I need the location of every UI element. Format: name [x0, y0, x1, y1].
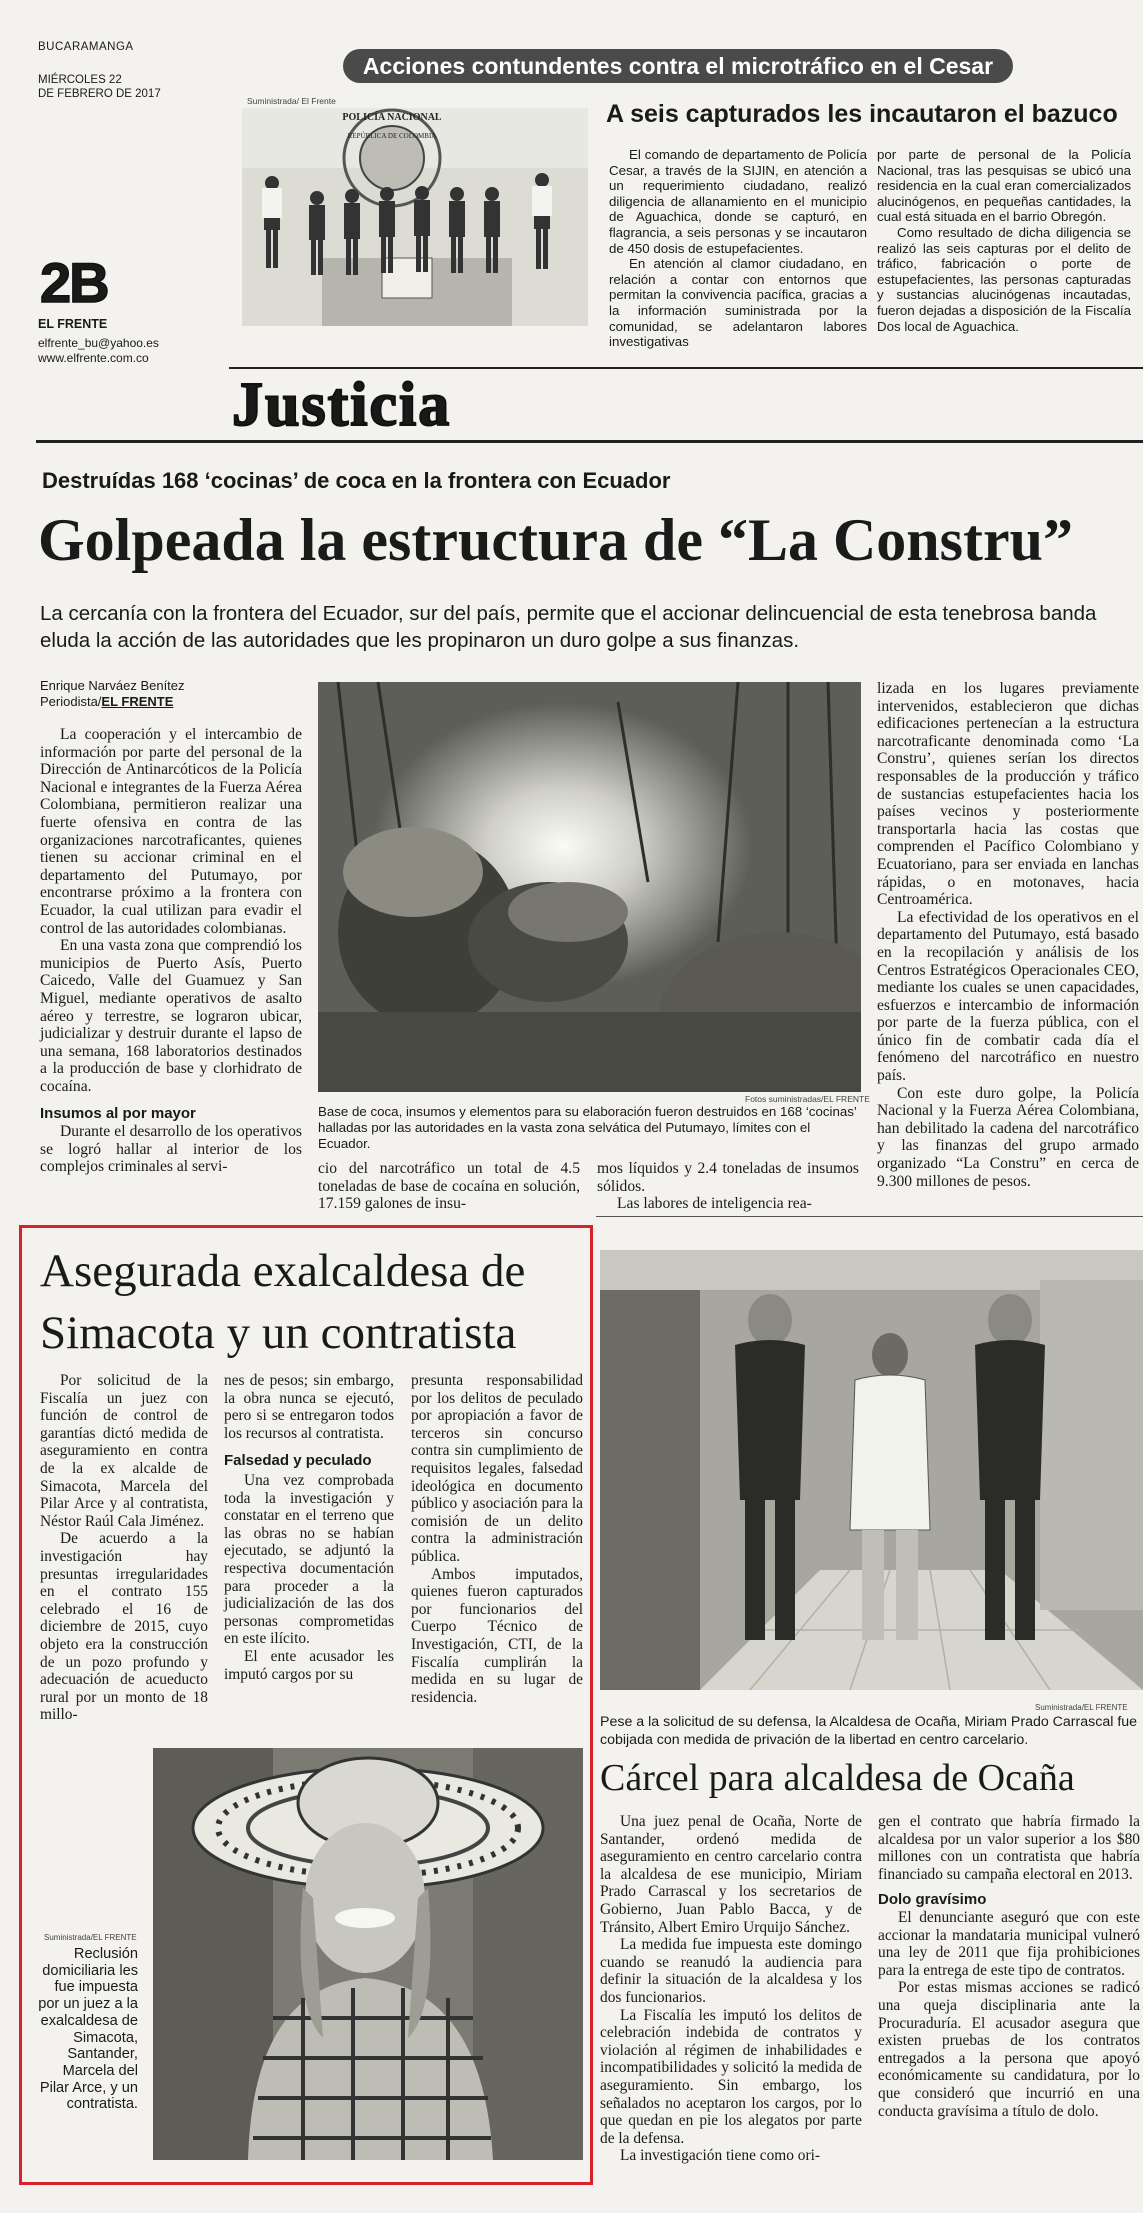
paper-email: elfrente_bu@yahoo.es [38, 336, 159, 350]
main-col1-p3: Durante el desarrollo de los operativos se logró hallar al interior de los complejos criminales al servi- [40, 1123, 302, 1176]
boxed-col2 [224, 1372, 394, 1683]
main-col4-p1: lizada en los lugares previamente intervenidos, establecieron que dichas edificaciones pertenecían a la estructura narcotraficante denominada como ‘La Constru’, quienes serían los directos responsables de la producción y tráfico de sustancias estupefacientes hacia los países vecinos y posteriormente transportarla hacia las costas que comprenden el Pacífico Colombiano y Ecuatoriano, para ser enviada en lanchas rápidas, o en motonaves, hacia Centroamérica. [877, 680, 1139, 909]
boxed-col3-p2: Ambos imputados, quienes fueron capturados por funcionarios del Cuerpo Técnico de Investigación, CTI, de la Fiscalía cumplirán la medida en su lugar de residencia. [411, 1565, 583, 1706]
boxed-subhead: Falsedad y peculado [224, 1452, 372, 1470]
main-kicker: Destruídas 168 ‘cocinas’ de coca en la frontera con Ecuador [42, 468, 671, 493]
main-col4-p3: Con este duro golpe, la Policía Nacional y la Fuerza Aérea Colombiana, han debilitado la cadena del narcotráfico y las finanzas del grupo armado organizado “La Constru” en cerca de 9.300 millones de pesos. [877, 1084, 1139, 1190]
section-divider [36, 440, 1143, 443]
top-story-col2-p1: por parte de personal de la Policía Nacional, tras las pesquisas se ubicó una residencia en la cual eran comercializados alucinógenos, en pequeñas cantidades, la cual está situada en el barrio Obregón. [877, 147, 1131, 225]
top-story-col1 [609, 147, 867, 350]
top-story-col2-p2: Como resultado de dicha diligencia se realizó las seis capturas por el delito de tráfico, fabricación o porte de estupefacientes, las personas capturadas y sustancias alucinógenas incautadas, fueron dejadas a disposición de la Fiscalía Dos local de Aguachica. [877, 224, 1131, 334]
top-story-banner-text: Acciones contundentes contra el microtráfico en el Cesar [362, 52, 994, 79]
section-title: Justicia [232, 371, 452, 439]
main-photo-credit: Fotos suministradas/EL FRENTE [745, 1094, 870, 1104]
top-story-photo [242, 108, 588, 326]
page-number: 2B [40, 251, 108, 314]
boxed-col3-p1: presunta responsabilidad por los delitos de peculado por apropiación a favor de terceros sin concurso contra sin cumplimiento de requisitos legales, falsedad ideológica en documento público y asociación para la comisión de un delito contra la administración pública. [411, 1372, 583, 1565]
boxed-col2-p1: nes de pesos; sin embargo, la obra nunca se ejecutó, pero si se entregaron todos los recursos al contratista. [224, 1372, 394, 1442]
boxed-col1-p1: Por solicitud de la Fiscalía un juez con función de control de garantías dictó medida de aseguramiento en contra de la ex alcalde de Simacota, Marcela del Pilar Arce y al contratista, Néstor Raúl Cala Jiménez. [40, 1372, 208, 1530]
main-deck: La cercanía con la frontera del Ecuador, sur del país, permite que el accionar delincuencial de esta tenebrosa banda eluda la acción de las autoridades que les propinaron un duro golpe a sus finanzas. [40, 602, 1097, 652]
main-photo-caption: Base de coca, insumos y elementos para su elaboración fueron destruidos en 168 ‘cocinas’ halladas por las autoridades en la vasta zona selvática del Putumayo, límites con el Ecuador. [318, 1104, 857, 1151]
ocana-col1-p3: La Fiscalía les imputó los delitos de celebración indebida de contratos y violación al régimen de inhabilidades e incompatibilidades y solicitó la medida de aseguramiento. Sin embargo, los señalados no aceptaron los cargos, por lo que quedan en pie los alegatos por parte de la defensa. [600, 2006, 862, 2147]
main-col3 [597, 1160, 859, 1213]
main-col1-p2: En una vasta zona que comprendió los municipios de Puerto Asís, Puerto Caicedo, Valle del Guamuez y San Miguel, mediante operativos de asalto aéreo y terrestre, se lograron ubicar, judicializar y destruir durante el lapso de una semana, 168 laboratorios destinados a la producción de base y clorhidrato de cocaína. [40, 937, 302, 1095]
ocana-col1-p4: La investigación tiene como ori- [620, 2147, 821, 2165]
boxed-col3 [411, 1372, 583, 1706]
main-byline-paper: EL FRENTE [101, 694, 174, 709]
photo-sign-ring: REPÚBLICA DE COLOMBIA [347, 132, 437, 140]
main-col4-p2: La efectividad de los operativos en el departamento del Putumayo, está basado en la recopilación y análisis de los Centros Estratégicos Operacionales CEO, mediante los cuales se unen capacidades, esfuerzos e intercambio de información por parte de la fuerza pública, con el único fin de combatir cada día el fenómeno del narcotráfico en nuestro país. [877, 908, 1139, 1085]
ocana-col2-p1: gen el contrato que habría firmado la alcaldesa por un valor superior a los $80 millones con un contratista que habría financiado su campaña electoral en 2013. [878, 1813, 1140, 1883]
boxed-col2-p3: El ente acusador les imputó cargos por su [224, 1647, 394, 1683]
main-col3-p2: Las labores de inteligencia rea- [617, 1195, 812, 1213]
main-col1-p1: La cooperación y el intercambio de información por parte del personal de la Dirección de Antinarcóticos de la Policía Nacional e integrantes de la Fuerza Aérea Colombiana, permitieron realizar una fuerte ofensiva en contra de las organizaciones narcotraficantes, quienes tienen su accionar criminal en el departamento del Putumayo, por encontrarse próximo a la frontera con Ecuador, la cual utilizan para evadir el control de las autoridades colombianas. [40, 726, 302, 937]
ocana-story-photo [600, 1250, 1143, 1690]
ocana-subhead: Dolo gravísimo [878, 1891, 987, 1909]
ocana-col2-p3: Por estas mismas acciones se radicó una queja disciplinaria ante la Procuraduría. El acusador asegura que existen pruebas de los contratos entregados a la persona que apoyó económicamente su candidatura, por lo que consideró que incurrió en una conducta gravísima a título de dolo. [878, 1979, 1140, 2120]
ocana-col2-p2: El denunciante aseguró que con este accionar la mandataria municipal vulneró una ley de 2011 que fija prohibiciones para la entrega de este tipo de contratos. [878, 1908, 1140, 1979]
photo-sign-top: POLICÍA NACIONAL [342, 112, 442, 123]
masthead-city: BUCARAMANGA [38, 41, 134, 53]
main-byline-role: Periodista/ [40, 694, 102, 709]
masthead-date-line2: DE FEBRERO DE 2017 [38, 88, 161, 100]
top-story-headline: A seis capturados les incautaron el bazuco [606, 100, 1118, 128]
main-byline [40, 694, 173, 709]
boxed-col1 [40, 1372, 208, 1724]
main-col3-p1: mos líquidos y 2.4 toneladas de insumos sólidos. [597, 1160, 859, 1195]
ocana-headline: Cárcel para alcaldesa de Ocaña [600, 1757, 1075, 1799]
ocana-col1-p1: Una juez penal de Ocaña, Norte de Santander, ordenó medida de aseguramiento en centro carcelario contra la alcaldesa de ese municipio, Miriam Prado Carrascal y los secretarios de Gobierno, Juan Pablo Bacca, y de Tránsito, Albert Emiro Urquijo Sánchez. [600, 1813, 862, 1936]
ocana-col2 [878, 1813, 1140, 2120]
main-col2-p1: cio del narcotráfico un total de 4.5 toneladas de base de cocaína en solución, 17.159 galones de insu- [318, 1160, 580, 1213]
masthead-date-line1: MIÉRCOLES 22 [38, 74, 122, 86]
paper-name: EL FRENTE [38, 317, 108, 331]
main-col4 [877, 680, 1139, 1190]
ocana-col1-p2: La medida fue impuesta este domingo cuando se reanudó la audiencia para definir la situación de la alcaldesa y los dos funcionarios. [600, 1936, 862, 2006]
ocana-col1 [600, 1813, 862, 2165]
main-byline-name: Enrique Narváez Benítez [40, 678, 185, 693]
boxed-photo-credit: Suministrada/EL FRENTE [44, 1933, 137, 1942]
paper-website: www.elfrente.com.co [38, 351, 149, 365]
top-story-banner [343, 49, 1013, 83]
boxed-story-photo [153, 1748, 583, 2160]
top-story-photo-credit: Suministrada/ El Frente [247, 96, 336, 106]
main-col2 [318, 1160, 580, 1213]
main-story-photo [318, 682, 861, 1092]
ocana-photo-caption: Pese a la solicitud de su defensa, la Alcaldesa de Ocaña, Miriam Prado Carrascal fue cobijada con medida de privación de la libertad en centro carcelario. [600, 1714, 1138, 1748]
boxed-photo-caption: Reclusión domiciliaria les fue impuesta por un juez a la exalcaldesa de Simacota, Santander, Marcela del Pilar Arce, y un contratista. [38, 1946, 138, 2113]
main-headline: Golpeada la estructura de “La Constru” [38, 507, 1073, 573]
top-story-col1-p2: En atención al clamor ciudadano, en relación a contar con entornos que permitan la convivencia pacífica, gracias a la información suministrada por la comunidad, se adelantaron labores investigativas [609, 256, 867, 350]
top-story-col1-p1: El comando de departamento de Policía Cesar, a través de la SIJIN, en atención a un requerimiento ciudadano, realizó diligencia de allanamiento en el municipio de Aguachica, donde se capturó, en flagrancia, a seis personas y se incautaron de 450 dosis de estupefacientes. [609, 147, 867, 256]
boxed-headline: Asegurada exalcaldesa de Simacota y un contratista [40, 1245, 526, 1359]
boxed-col1-p2: De acuerdo a la investigación hay presuntas irregularidades en el contrato 155 celebrado el 16 de diciembre de 2015, cuyo objeto era la construcción de un pozo profundo y adecuación de acueducto rural por un monto de 18 millo- [40, 1530, 208, 1724]
ocana-photo-credit: Suministrada/EL FRENTE [1035, 1703, 1128, 1712]
main-col1 [40, 726, 302, 1176]
mid-divider [596, 1216, 1143, 1217]
top-divider [229, 367, 1143, 369]
main-subhead: Insumos al por mayor [40, 1105, 196, 1123]
top-story-col2 [877, 147, 1131, 334]
boxed-col2-p2: Una vez comprobada toda la investigación y constatar en el terreno que las obras no se habían ejecutado, se adjuntó la respectiva documentación para proceder a la judicialización de las dos personas comprometidas en este ilícito. [224, 1471, 394, 1648]
